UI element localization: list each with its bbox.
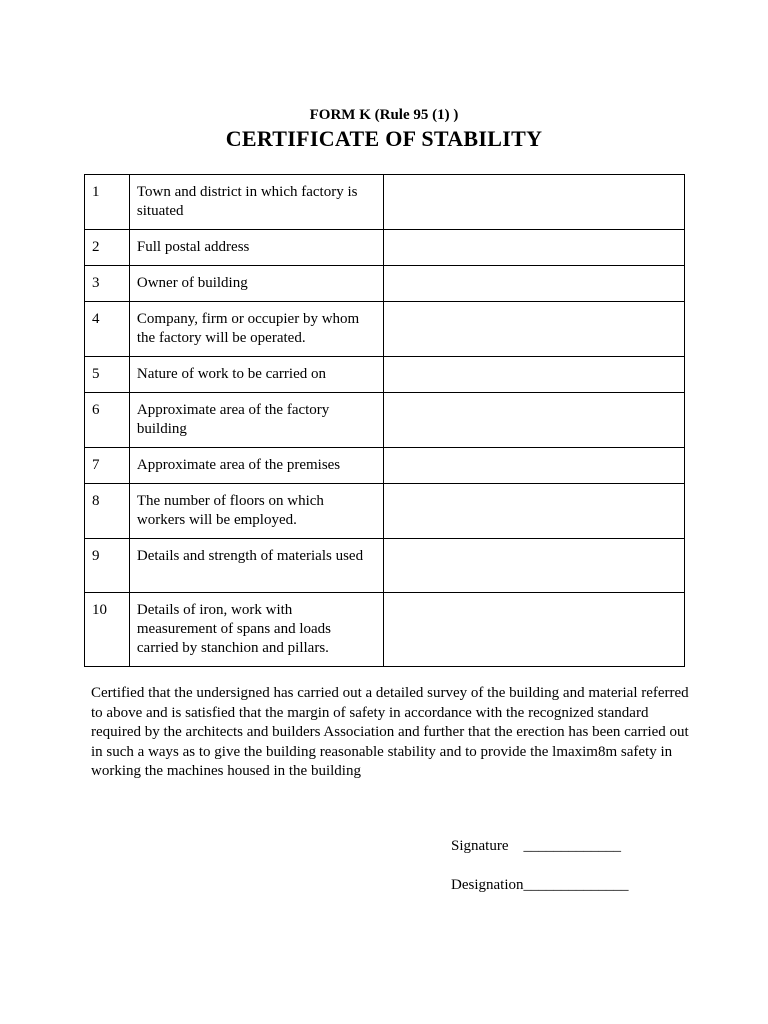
row-number: 5 [85, 357, 130, 393]
row-label: Details of iron, work with measurement of spans and loads carried by stanchion and pillars. [129, 593, 383, 667]
certification-statement: Certified that the undersigned has carried out a detailed survey of the building and material referred to above and is satisfied that the margin of safety in accordance with the recognized standard required by the architects and builders Association and further that the erection has been carried out in such a ways as to give the building reasonable stability and to provide the lmaxim8m safety in working the machines housed in the building [91, 685, 689, 779]
row-value-field[interactable] [383, 393, 684, 448]
row-number: 7 [85, 448, 130, 484]
row-number: 2 [85, 230, 130, 266]
table-row [85, 175, 685, 230]
table-row [85, 484, 685, 539]
row-label: The number of floors on which workers will be employed. [129, 484, 383, 539]
row-value-field[interactable] [383, 539, 684, 593]
row-label: Company, firm or occupier by whom the factory will be operated. [129, 302, 383, 357]
row-number: 6 [85, 393, 130, 448]
table-row [85, 266, 685, 302]
row-label: Approximate area of the factory building [129, 393, 383, 448]
table-row [85, 539, 685, 593]
row-value-field[interactable] [383, 593, 684, 667]
table-row [85, 230, 685, 266]
row-value-field[interactable] [383, 230, 684, 266]
details-table [84, 174, 685, 667]
row-label: Full postal address [129, 230, 383, 266]
table-row [85, 448, 685, 484]
table-row [85, 593, 685, 667]
row-number: 9 [85, 539, 130, 593]
row-value-field[interactable] [383, 484, 684, 539]
row-label: Details and strength of materials used [129, 539, 383, 593]
row-value-field[interactable] [383, 266, 684, 302]
row-number: 4 [85, 302, 130, 357]
form-identifier: FORM K (Rule 95 (1) ) [309, 107, 459, 123]
table-row [85, 393, 685, 448]
signature-line: Signature _____________ [451, 838, 621, 854]
row-value-field[interactable] [383, 175, 684, 230]
row-number: 3 [85, 266, 130, 302]
row-value-field[interactable] [383, 448, 684, 484]
row-label: Town and district in which factory is situated [129, 175, 383, 230]
row-value-field[interactable] [383, 302, 684, 357]
designation-line: Designation______________ [451, 877, 629, 893]
page-title: CERTIFICATE OF STABILITY [225, 126, 543, 151]
row-number: 10 [85, 593, 130, 667]
row-value-field[interactable] [383, 357, 684, 393]
row-number: 8 [85, 484, 130, 539]
row-label: Owner of building [129, 266, 383, 302]
row-label: Approximate area of the premises [129, 448, 383, 484]
row-label: Nature of work to be carried on [129, 357, 383, 393]
table-row [85, 357, 685, 393]
table-row [85, 302, 685, 357]
row-number: 1 [85, 175, 130, 230]
